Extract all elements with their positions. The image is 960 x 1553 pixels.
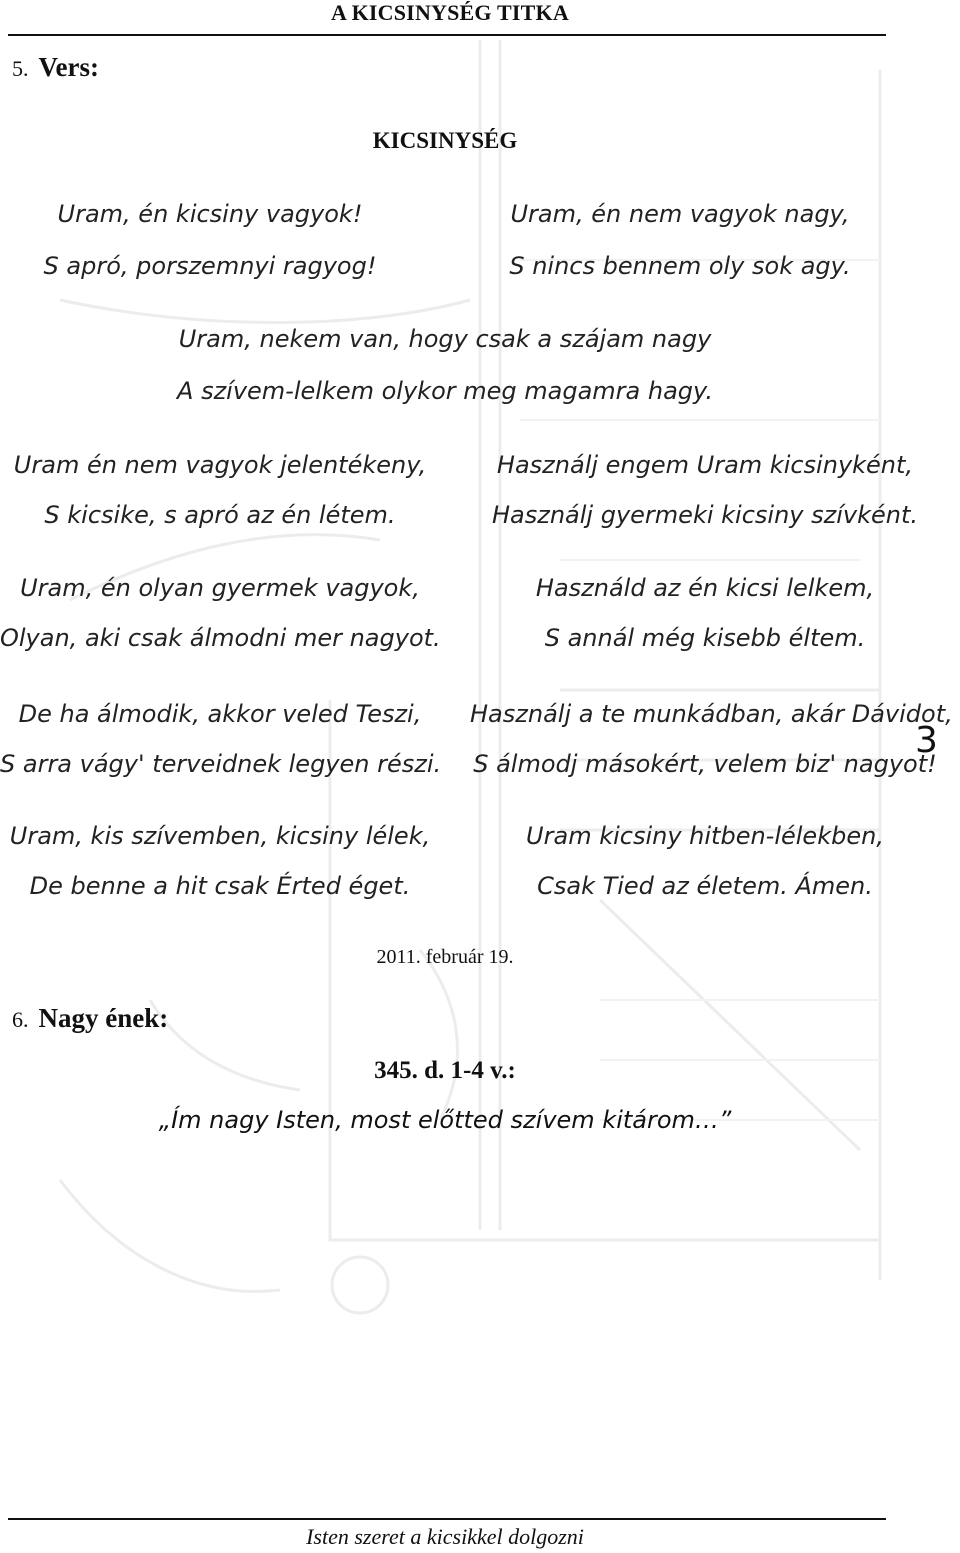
poem-line: S apró, porszemnyi ragyog! <box>43 252 377 280</box>
section-5-label: Vers: <box>38 52 99 82</box>
poem-line: Uram én nem vagyok jelentékeny, <box>13 451 427 479</box>
poem-line: S kicsike, s apró az én létem. <box>44 501 396 529</box>
header-rule <box>8 34 886 36</box>
poem-line: Uram, én kicsiny vagyok! <box>57 200 363 228</box>
poem-line: Uram, én olyan gyermek vagyok, <box>20 574 420 602</box>
poem-line: Használj gyermeki kicsiny szívként. <box>491 501 918 529</box>
section-5-number: 5. <box>12 56 29 81</box>
footer-text: Isten szeret a kicsikkel dolgozni <box>306 1524 584 1549</box>
poem-line: De benne a hit csak Érted éget. <box>29 872 411 900</box>
page-number: 3 <box>915 720 938 761</box>
section-6-number: 6. <box>12 1007 29 1032</box>
poem-line: Uram, én nem vagyok nagy, <box>510 200 850 228</box>
poem-line: Uram, kis szívemben, kicsiny lélek, <box>9 822 431 850</box>
poem-line: Csak Tied az életem. Ámen. <box>537 872 873 900</box>
poem-line: Uram, nekem van, hogy csak a szájam nagy <box>178 325 712 353</box>
poem-line: Használj a te munkádban, akár Dávidot, <box>470 700 953 728</box>
poem-line: A szívem-lelkem olykor meg magamra hagy. <box>177 377 713 405</box>
poem-line: S álmodj másokért, velem biz' nagyot! <box>473 750 937 778</box>
header-title: A KICSINYSÉG TITKA <box>331 0 569 25</box>
section-5-heading <box>12 52 99 83</box>
poem-line: Használj engem Uram kicsinyként, <box>496 451 914 479</box>
poem-line: S annál még kisebb éltem. <box>544 624 866 652</box>
hymn-reference: 345. d. 1-4 v.: <box>374 1057 516 1084</box>
poem-date: 2011. február 19. <box>376 946 514 968</box>
poem-line: Olyan, aki csak álmodni mer nagyot. <box>0 624 441 652</box>
poem-line: S arra vágy' terveidnek legyen részi. <box>0 750 442 778</box>
footer-rule <box>8 1518 886 1520</box>
poem-line: Uram kicsiny hitben-lélekben, <box>526 822 884 850</box>
poem-line: Használd az én kicsi lelkem, <box>535 574 875 602</box>
hymn-first-line: „Ím nagy Isten, most előtted szívem kitárom…” <box>158 1106 732 1134</box>
poem-line: S nincs bennem oly sok agy. <box>509 252 851 280</box>
section-6-heading <box>12 1003 168 1034</box>
section-6-label: Nagy ének: <box>38 1003 169 1033</box>
poem-title: KICSINYSÉG <box>372 128 518 153</box>
poem-line: De ha álmodik, akkor veled Teszi, <box>18 700 422 728</box>
